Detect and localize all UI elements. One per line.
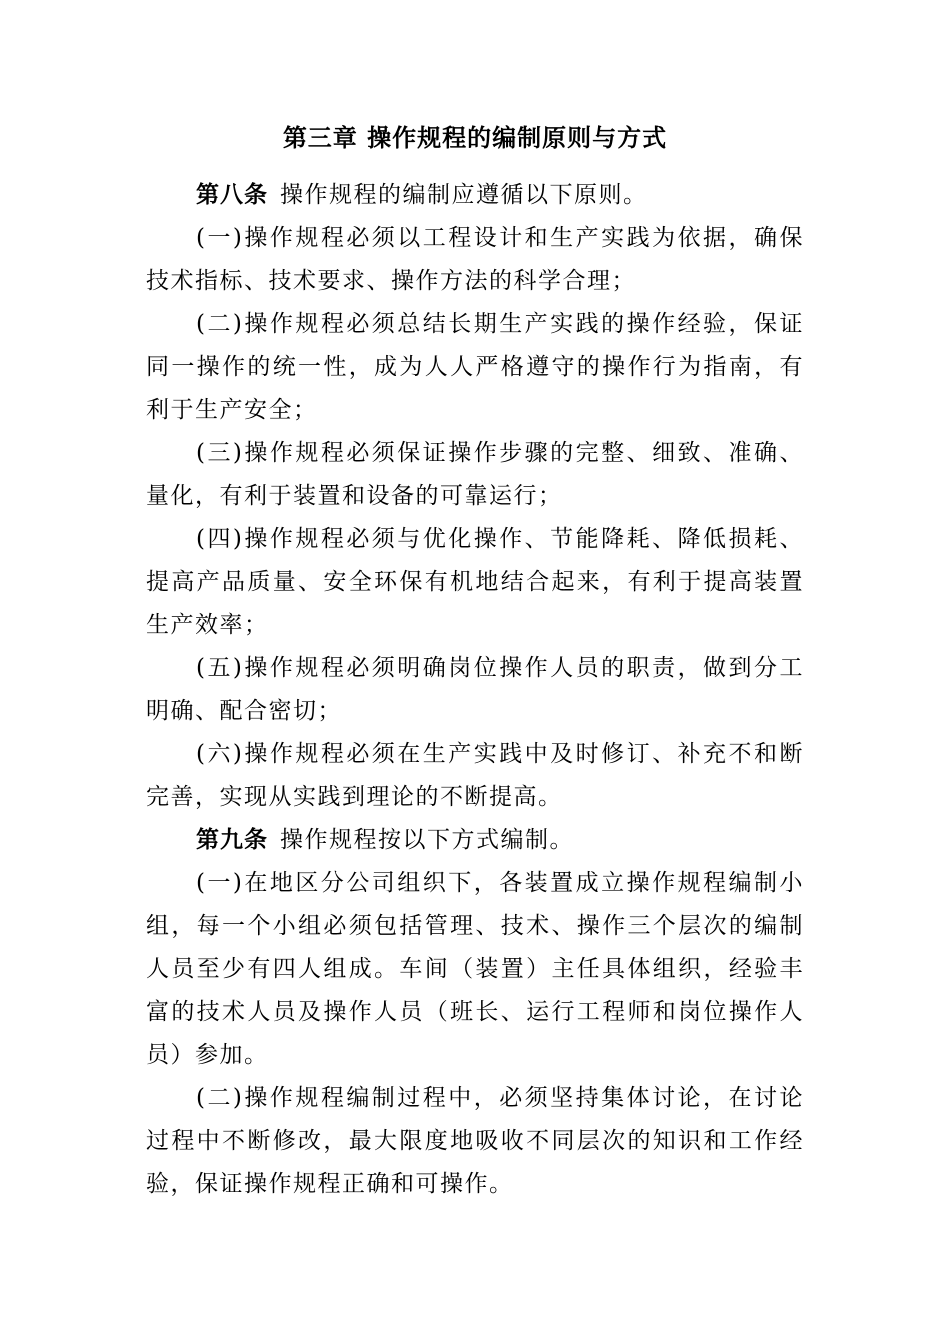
article-8-item: (二)操作规程必须总结长期生产实践的操作经验，保证同一操作的统一性，成为人人严格遵守的操作行为指南，有利于生产安全； — [146, 311, 804, 423]
article-9-item: (一)在地区分公司组织下，各装置成立操作规程编制小组，每一个小组必须包括管理、技术、操作三个层次的编制人员至少有四人组成。车间（装置）主任具体组织，经验丰富的技术人员及操作人员（班长、运行工程师和岗位操作人员）参加。 — [146, 870, 804, 1068]
article-8-item: (一)操作规程必须以工程设计和生产实践为依据，确保技术指标、技术要求、操作方法的科学合理； — [146, 225, 804, 294]
article-8-heading — [146, 174, 804, 217]
article-label: 第九条 — [196, 827, 268, 853]
chapter-title: 第三章 操作规程的编制原则与方式 — [282, 124, 668, 152]
article-9-item: (二)操作规程编制过程中，必须坚持集体讨论，在讨论过程中不断修改，最大限度地吸收不同层次的知识和工作经验，保证操作规程正确和可操作。 — [146, 1085, 804, 1197]
article-8-item: (六)操作规程必须在生产实践中及时修订、补充不和断完善，实现从实践到理论的不断提高。 — [146, 741, 804, 810]
article-text: 操作规程的编制应遵循以下原则。 — [280, 182, 648, 208]
article-8-item: (五)操作规程必须明确岗位操作人员的职责，做到分工明确、配合密切； — [146, 655, 804, 724]
article-9-heading — [146, 819, 804, 862]
article-8-item: (三)操作规程必须保证操作步骤的完整、细致、准确、量化，有利于装置和设备的可靠运行； — [146, 440, 804, 509]
document-body — [146, 174, 804, 1206]
article-label: 第八条 — [196, 182, 268, 208]
article-8-item: (四)操作规程必须与优化操作、节能降耗、降低损耗、提高产品质量、安全环保有机地结合起来，有利于提高装置生产效率； — [146, 526, 804, 638]
article-text: 操作规程按以下方式编制。 — [280, 827, 574, 853]
